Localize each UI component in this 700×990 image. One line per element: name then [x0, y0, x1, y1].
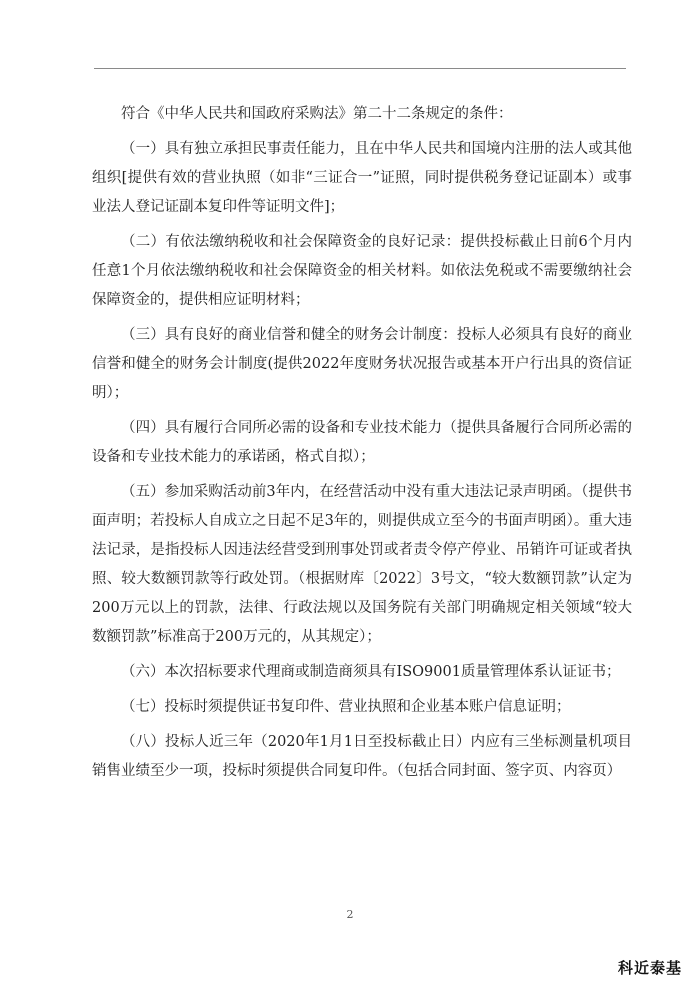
page-number: 2: [346, 908, 354, 921]
paragraph-item-7: （七）投标时须提供证书复印件、营业执照和企业基本账户信息证明；: [121, 699, 571, 715]
paragraph-item-1: （一）具有独立承担民事责任能力，且在中华人民共和国境内注册的法人或其他组织[提供有效的营业执照（如非“三证合一”证照，同时提供税务登记证副本）或事业法人登记证副本复印件等证明文件]；: [92, 141, 632, 215]
document-body: [92, 100, 632, 792]
paragraph-item-2: （二）有依法缴纳税收和社会保障资金的良好记录：提供投标截止日前6个月内任意1个月依法缴纳税收和社会保障资金的相关材料。如依法免税或不需要缴纳社会保障资金的，提供相应证明材料；: [92, 234, 632, 308]
header-rule: [94, 68, 626, 69]
paragraph-item-5: （五）参加采购活动前3年内，在经营活动中没有重大违法记录声明函。（提供书面声明；若投标人自成立之日起不足3年的，则提供成立至今的书面声明函）。重大违法记录，是指投标人因违法经营受到刑事处罚或者责令停产停业、吊销许可证或者执照、较大数额罚款等行政处罚。（根据财库〔2022〕3号文，“较大数额罚款”认定为200万元以上的罚款，法律、行政法规以及国务院有关部门明确规定相关领域“较大数额罚款”标准高于200万元的，从其规定）；: [92, 484, 632, 645]
paragraph-item-3: （三）具有良好的商业信誉和健全的财务会计制度：投标人必须具有良好的商业信誉和健全的财务会计制度(提供2022年度财务状况报告或基本开户行出具的资信证明）；: [92, 327, 632, 401]
paragraph-item-6: （六）本次招标要求代理商或制造商须具有ISO9001质量管理体系认证证书；: [121, 664, 621, 680]
paragraph-item-4: （四）具有履行合同所必需的设备和专业技术能力（提供具备履行合同所必需的设备和专业技术能力的承诺函，格式自拟）；: [92, 420, 632, 465]
watermark-logo-text: 科近泰基: [614, 955, 686, 980]
paragraph-intro: 符合《中华人民共和国政府采购法》第二十二条规定的条件：: [121, 106, 513, 122]
paragraph-item-8: （八）投标人近三年（2020年1月1日至投标截止日）内应有三坐标测量机项目销售业绩至少一项，投标时须提供合同复印件。（包括合同封面、签字页、内容页）: [92, 734, 632, 779]
